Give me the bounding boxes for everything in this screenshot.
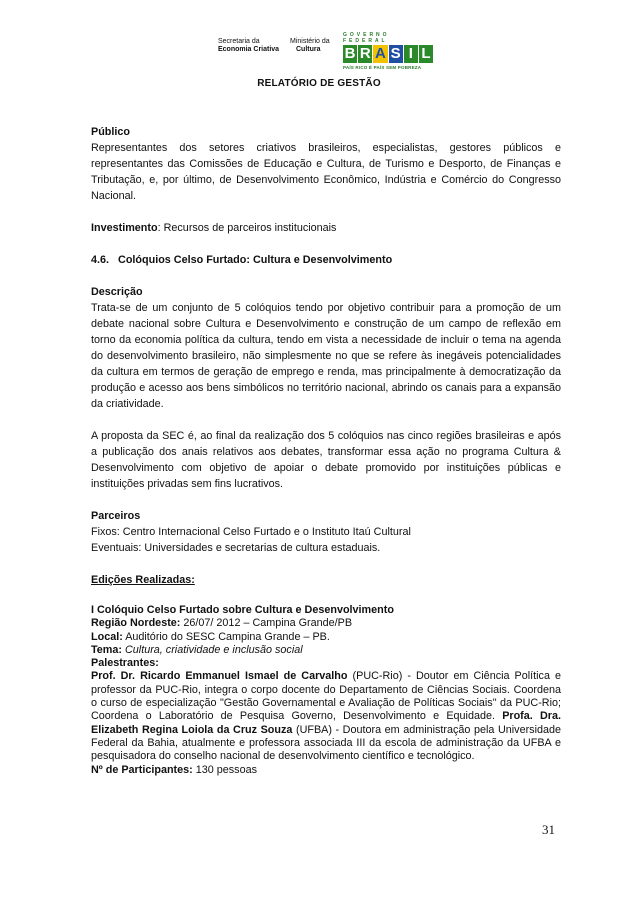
regiao-line bbox=[91, 617, 561, 630]
secretaria-line2: Economia Criativa bbox=[218, 46, 280, 53]
regiao-label: Região Nordeste: bbox=[91, 617, 181, 630]
parceiros-eventuais: Eventuais: Universidades e secretarias de cultura estaduais. bbox=[91, 542, 381, 554]
descricao-text-1: Trata-se de um conjunto de 5 colóquios tendo por objetivo contribuir para a promoção de um debate nacional sobre Cultura e Desenvolvimento e construção de um campo de reflexão em torno da economia política da cultura, tendo em vista a necessidade de incluir o tema na agenda do desenvolvimento brasileiro, não simplesmente no que se refere às inegáveis potencialidades da cultura em termos de geração de emprego e renda, mas principalmente à democratização da produção e acesso aos bens simbólicos no território nacional, abrindo os canais para a expansão da criatividade. bbox=[91, 302, 561, 410]
participantes-label: Nº de Participantes: bbox=[91, 763, 193, 776]
section-heading bbox=[91, 252, 561, 268]
palestrante-1-name: Prof. Dr. Ricardo Emmanuel Ismael de Carvalho bbox=[91, 670, 348, 683]
participantes-line bbox=[91, 764, 561, 777]
participantes-value: 130 pessoas bbox=[192, 763, 257, 776]
section-title: Colóquios Celso Furtado: Cultura e Desenvolvimento bbox=[118, 254, 393, 266]
publico-text: Representantes dos setores criativos brasileiros, especialistas, gestores públicos e representantes das Comissões de Educação e Cultura, de Turismo e Desporto, de Finanças e Tributação, e, por último, de Desenvolvimento Econômico, Indústria e Comércio do Congresso Nacional. bbox=[91, 142, 561, 202]
section-number: 4.6. bbox=[91, 254, 110, 266]
palestrantes-label: Palestrantes: bbox=[91, 657, 159, 670]
publico-heading: Público bbox=[91, 126, 130, 138]
palestrante-1-bio: (PUC-Rio) - Doutor em Ciência Política e professor da PUC-Rio, integra o corpo docente do Departamento de Ciências Sociais. Coordena o curso de especialização "Gestão Governamental e Avaliação de Políticas Sociais" da PUC-Rio; Coordena o Laboratório de Pesquisa Governo, Desenvolvimento e Equidade. bbox=[91, 670, 561, 723]
coloquio-title: I Colóquio Celso Furtado sobre Cultura e Desenvolvimento bbox=[91, 604, 394, 616]
tema-value: Cultura, criatividade e inclusão social bbox=[122, 643, 303, 656]
ministerio-line1: Ministério da bbox=[290, 38, 330, 45]
brasil-slogan: PAÍS RICO É PAÍS SEM POBREZA bbox=[343, 65, 422, 70]
palestrante-2-bio: (UFBA) - Doutora em administração pela Universidade Federal da Bahia, atualmente e professora associada III da escola de administração da UFBA e pesquisadora do conselho nacional de desenvolvimento científico e tecnológico. bbox=[91, 723, 561, 763]
governo-federal-logo bbox=[343, 32, 433, 68]
investimento-label: Investimento bbox=[91, 222, 158, 234]
local-label: Local: bbox=[91, 630, 123, 643]
local-line bbox=[91, 631, 561, 644]
tema-line bbox=[91, 644, 561, 657]
governo-federal-text: GOVERNO FEDERAL bbox=[343, 32, 390, 44]
report-title: RELATÓRIO DE GESTÃO bbox=[257, 78, 381, 89]
ministerio-logo bbox=[290, 38, 330, 54]
palestrantes-text bbox=[91, 670, 561, 763]
secretaria-line1: Secretaria da bbox=[218, 38, 260, 45]
page-header bbox=[0, 28, 638, 68]
edicoes-heading: Edições Realizadas: bbox=[91, 574, 195, 586]
brasil-wordmark: B R A S I L bbox=[343, 45, 433, 63]
ministerio-line2: Cultura bbox=[296, 46, 321, 53]
palestrante-2-name: Profa. Dra. Elizabeth Regina Loiola da Cruz Souza bbox=[91, 710, 561, 736]
secretaria-logo bbox=[218, 38, 279, 54]
parceiros-fixos: Fixos: Centro Internacional Celso Furtado e o Instituto Itaú Cultural bbox=[91, 526, 411, 538]
regiao-value: 26/07/ 2012 – Campina Grande/PB bbox=[180, 617, 353, 630]
investimento-paragraph bbox=[91, 220, 561, 236]
page-number: 31 bbox=[542, 822, 555, 837]
local-value: Auditório do SESC Campina Grande – PB. bbox=[122, 630, 330, 643]
document-body bbox=[91, 124, 561, 777]
descricao-heading: Descrição bbox=[91, 286, 143, 298]
investimento-text: : Recursos de parceiros institucionais bbox=[157, 222, 337, 234]
parceiros-heading: Parceiros bbox=[91, 510, 141, 522]
tema-label: Tema: bbox=[91, 643, 122, 656]
descricao-text-2: A proposta da SEC é, ao final da realização dos 5 colóquios nas cinco regiões brasileiras e após a publicação dos anais relativos aos debates, transformar essa ação no programa Cultura & Desenvolvimento com objetivo de apoiar o debate promovido por instituições públicas e instituições privadas sem fins lucrativos. bbox=[91, 430, 561, 490]
coloquio-details bbox=[91, 604, 561, 777]
